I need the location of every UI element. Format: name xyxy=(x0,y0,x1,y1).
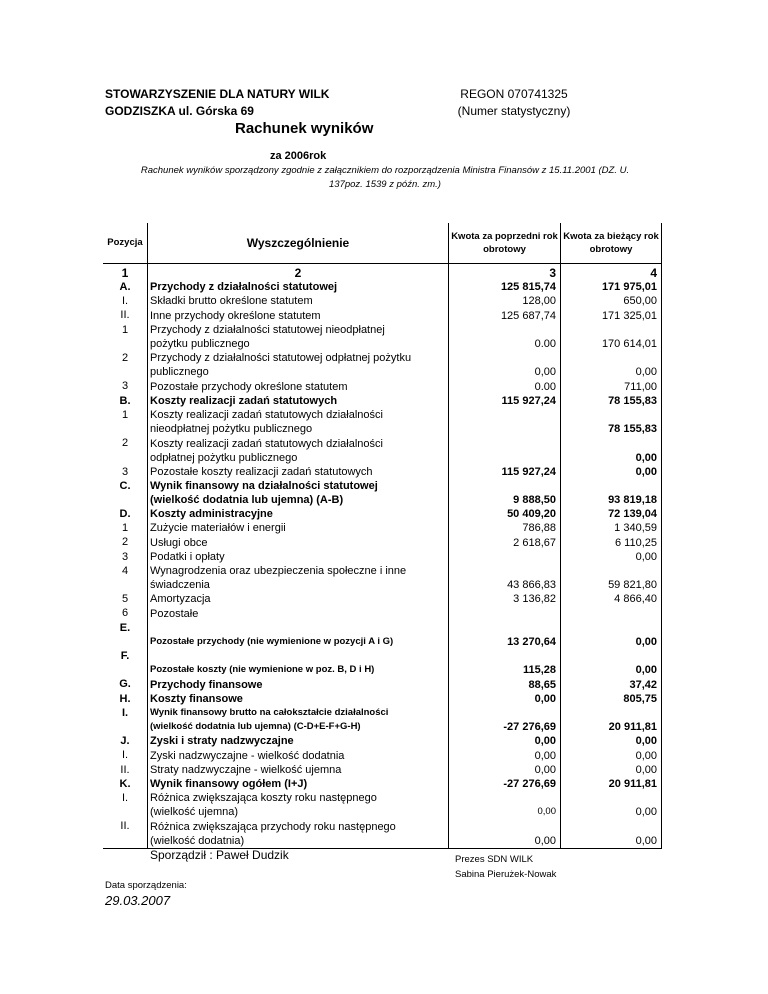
row-prev-value: 115,28 xyxy=(449,649,561,677)
row-prev-value xyxy=(449,436,561,464)
table-row xyxy=(103,408,662,436)
row-position: I. xyxy=(121,706,129,719)
row-label: Pozostałe przychody określone statutem xyxy=(148,379,449,393)
row-curr-value: 59 821,80 xyxy=(561,564,662,592)
row-curr-value: 72 139,04 xyxy=(561,507,662,521)
row-position: II. xyxy=(120,309,130,322)
row-curr-value: 0,00 xyxy=(561,649,662,677)
col-pozycja: Pozycja xyxy=(103,223,148,264)
row-label: Koszty realizacji zadań statutowych xyxy=(148,394,449,408)
row-prev-value: 9 888,50 xyxy=(449,479,561,507)
org-name: STOWARZYSZENIE DLA NATURY WILK xyxy=(105,87,330,101)
row-position: II. xyxy=(103,819,148,848)
table-row xyxy=(103,734,662,748)
row-label: Różnica zwiększająca przychody roku następnego (wielkość dodatnia) xyxy=(148,819,449,848)
row-position: F. xyxy=(120,649,130,662)
row-position: H. xyxy=(119,692,131,705)
table-row xyxy=(103,479,662,507)
table-row xyxy=(103,507,662,521)
row-curr-value: 0,00 xyxy=(561,436,662,464)
row-position: D. xyxy=(119,508,131,521)
row-curr-value: 78 155,83 xyxy=(561,394,662,408)
row-label: Koszty finansowe xyxy=(148,692,449,706)
table-row xyxy=(103,280,662,294)
document-title: Rachunek wyników xyxy=(235,120,374,137)
row-position: I. xyxy=(121,295,129,308)
row-curr-value: 20 911,81 xyxy=(561,706,662,734)
row-curr-value: 0,00 xyxy=(561,763,662,777)
row-label: Zużycie materiałów i energii xyxy=(148,521,449,535)
regon-number: REGON 070741325 xyxy=(460,87,568,101)
row-prev-value: 0.00 xyxy=(449,379,561,393)
table-row xyxy=(103,535,662,549)
row-curr-value: 0,00 xyxy=(561,748,662,762)
table-row xyxy=(103,606,662,620)
row-curr-value: 171 325,01 xyxy=(561,308,662,322)
row-prev-value: 0,00 xyxy=(449,351,561,379)
table-row xyxy=(103,649,662,677)
row-curr-value: 20 911,81 xyxy=(561,777,662,791)
row-label: Pozostałe koszty realizacji zadań statutowych xyxy=(148,465,449,479)
row-position: 2 xyxy=(121,351,129,364)
legal-basis: Rachunek wyników sporządzony zgodnie z załącznikiem do rozporządzenia Ministra Finansów z 15.11.2001 (DZ. U. 137poz. 1539 z późn. zm.) xyxy=(140,165,630,190)
row-curr-value: 0,00 xyxy=(561,550,662,564)
table-row xyxy=(103,819,662,848)
regon-info xyxy=(455,86,573,120)
row-curr-value: 0,00 xyxy=(561,621,662,649)
row-prev-value: 0.00 xyxy=(449,323,561,351)
row-prev-value xyxy=(449,606,561,620)
row-curr-value: 171 975,01 xyxy=(561,280,662,294)
row-prev-value: 0,00 xyxy=(449,692,561,706)
row-curr-value: 0,00 xyxy=(561,791,662,819)
row-label: Wynik finansowy brutto na całokształcie działalności (wielkość dodatnia lub ujemna) (C-D+E-F+G-H) xyxy=(148,706,449,734)
org-address: GODZISZKA ul. Górska 69 xyxy=(105,104,254,118)
row-label: Inne przychody określone statutem xyxy=(148,308,449,322)
row-prev-value: 0,00 xyxy=(449,819,561,848)
row-position: B. xyxy=(119,394,131,407)
row-curr-value: 6 110,25 xyxy=(561,535,662,549)
table-row xyxy=(103,692,662,706)
row-position: I. xyxy=(121,749,129,762)
table-row xyxy=(103,621,662,649)
row-prev-value: 115 927,24 xyxy=(449,465,561,479)
row-label: Zyski i straty nadzwyczajne xyxy=(148,734,449,748)
row-curr-value: 4 866,40 xyxy=(561,592,662,606)
table-row xyxy=(103,351,662,379)
row-position: 2 xyxy=(121,437,129,450)
row-curr-value: 37,42 xyxy=(561,677,662,691)
table-row xyxy=(103,308,662,322)
row-position: 1 xyxy=(121,408,129,421)
table-row xyxy=(103,521,662,535)
date-label: Data sporządzenia: xyxy=(105,880,187,891)
row-prev-value: 0,00 xyxy=(449,748,561,762)
table-row xyxy=(103,550,662,564)
table-row xyxy=(103,706,662,734)
table-row xyxy=(103,748,662,762)
row-position: A. xyxy=(119,281,131,293)
row-position: 6 xyxy=(121,607,129,620)
table-header xyxy=(103,223,662,264)
row-label: Pozostałe koszty (nie wymienione w poz. B, D i H) xyxy=(148,649,449,677)
row-curr-value xyxy=(561,606,662,620)
row-position: 1 xyxy=(121,323,129,336)
col-prev-year: Kwota za poprzedni rok obrotowy xyxy=(449,223,561,264)
row-curr-value: 0,00 xyxy=(561,734,662,748)
row-label: Koszty realizacji zadań statutowych działalności odpłatnej pożytku publicznego xyxy=(148,436,449,464)
president-name: Sabina Pierużek-Nowak xyxy=(455,869,557,880)
row-label: Przychody z działalności statutowej odpłatnej pożytku publicznego xyxy=(148,351,449,379)
row-prev-value: 88,65 xyxy=(449,677,561,691)
table-row xyxy=(103,564,662,592)
row-prev-value: 0,00 xyxy=(449,734,561,748)
row-position: K. xyxy=(119,777,131,790)
row-label: Koszty administracyjne xyxy=(148,507,449,521)
organization-info xyxy=(105,86,329,120)
table-row xyxy=(103,763,662,777)
row-prev-value: -27 276,69 xyxy=(449,777,561,791)
row-label: Składki brutto określone statutem xyxy=(148,294,449,308)
prepared-by: Sporządził : Paweł Dudzik xyxy=(150,848,289,862)
table-row xyxy=(103,791,662,819)
table-row xyxy=(103,592,662,606)
row-curr-value: 93 819,18 xyxy=(561,479,662,507)
president-info xyxy=(455,852,556,882)
row-curr-value: 78 155,83 xyxy=(561,408,662,436)
row-position: E. xyxy=(119,621,131,634)
results-table xyxy=(103,223,662,849)
row-label: Zyski nadzwyczajne - wielkość dodatnia xyxy=(148,748,449,762)
table-row xyxy=(103,323,662,351)
table-row xyxy=(103,777,662,791)
president-title: Prezes SDN WILK xyxy=(455,854,534,865)
row-label: Amortyzacja xyxy=(148,592,449,606)
row-prev-value: 115 927,24 xyxy=(449,394,561,408)
row-position: 3 xyxy=(121,380,129,393)
row-label: Koszty realizacji zadań statutowych działalności nieodpłatnej pożytku publicznego xyxy=(148,408,449,436)
row-curr-value: 0,00 xyxy=(561,819,662,848)
row-label: Różnica zwiększająca koszty roku następnego (wielkość ujemna) xyxy=(148,791,449,819)
row-prev-value: 125 687,74 xyxy=(449,308,561,322)
row-curr-value: 650,00 xyxy=(561,294,662,308)
row-position: 5 xyxy=(121,593,129,606)
table-row xyxy=(103,294,662,308)
row-prev-value: 13 270,64 xyxy=(449,621,561,649)
row-label: Straty nadzwyczajne - wielkość ujemna xyxy=(148,763,449,777)
row-position: I. xyxy=(121,791,129,804)
row-position: J. xyxy=(120,735,130,748)
row-label: Podatki i opłaty xyxy=(148,550,449,564)
col-curr-year: Kwota za bieżący rok obrotowy xyxy=(561,223,662,264)
row-position: 3 xyxy=(121,465,129,478)
row-prev-value: 0,00 xyxy=(449,791,561,819)
row-label: Przychody finansowe xyxy=(148,677,449,691)
row-label: Wynik finansowy ogółem (I+J) xyxy=(148,777,449,791)
row-curr-value: 170 614,01 xyxy=(561,323,662,351)
row-curr-value: 1 340,59 xyxy=(561,521,662,535)
row-prev-value: 0,00 xyxy=(449,763,561,777)
row-curr-value: 711,00 xyxy=(561,379,662,393)
row-label: Przychody z działalności statutowej xyxy=(148,280,449,294)
row-position: G. xyxy=(119,678,131,691)
row-position: 3 xyxy=(121,550,129,563)
row-label: Pozostałe przychody (nie wymienione w pozycji A i G) xyxy=(148,621,449,649)
row-prev-value: 786,88 xyxy=(449,521,561,535)
row-position: C. xyxy=(119,479,131,492)
col-wyszczegolnienie: Wyszczególnienie xyxy=(148,223,449,264)
date-value: 29.03.2007 xyxy=(105,893,171,908)
table-row xyxy=(103,677,662,691)
table-row xyxy=(103,436,662,464)
table-row xyxy=(103,394,662,408)
row-prev-value: 2 618,67 xyxy=(449,535,561,549)
row-prev-value: 128,00 xyxy=(449,294,561,308)
row-curr-value: 805,75 xyxy=(561,692,662,706)
report-year: za 2006rok xyxy=(270,150,327,162)
column-numbers: 1 2 3 4 xyxy=(103,264,662,281)
row-position: 4 xyxy=(121,564,129,577)
row-prev-value: -27 276,69 xyxy=(449,706,561,734)
row-prev-value: 125 815,74 xyxy=(449,280,561,294)
row-prev-value: 43 866,83 xyxy=(449,564,561,592)
row-prev-value xyxy=(449,408,561,436)
row-curr-value: 0,00 xyxy=(561,465,662,479)
row-label: Przychody z działalności statutowej nieodpłatnej pożytku publicznego xyxy=(148,323,449,351)
row-curr-value: 0,00 xyxy=(561,351,662,379)
row-label: Wynagrodzenia oraz ubezpieczenia społeczne i inne świadczenia xyxy=(148,564,449,592)
row-prev-value xyxy=(449,550,561,564)
row-prev-value: 50 409,20 xyxy=(449,507,561,521)
row-label: Wynik finansowy na działalności statutowej (wielkość dodatnia lub ujemna) (A-B) xyxy=(148,479,449,507)
table-row xyxy=(103,465,662,479)
row-label: Usługi obce xyxy=(148,535,449,549)
row-position: 2 xyxy=(121,536,129,549)
row-position: II. xyxy=(120,763,130,776)
row-prev-value: 3 136,82 xyxy=(449,592,561,606)
regon-label: (Numer statystyczny) xyxy=(457,104,571,118)
row-position: 1 xyxy=(121,522,129,535)
table-row xyxy=(103,379,662,393)
row-label: Pozostałe xyxy=(148,606,449,620)
